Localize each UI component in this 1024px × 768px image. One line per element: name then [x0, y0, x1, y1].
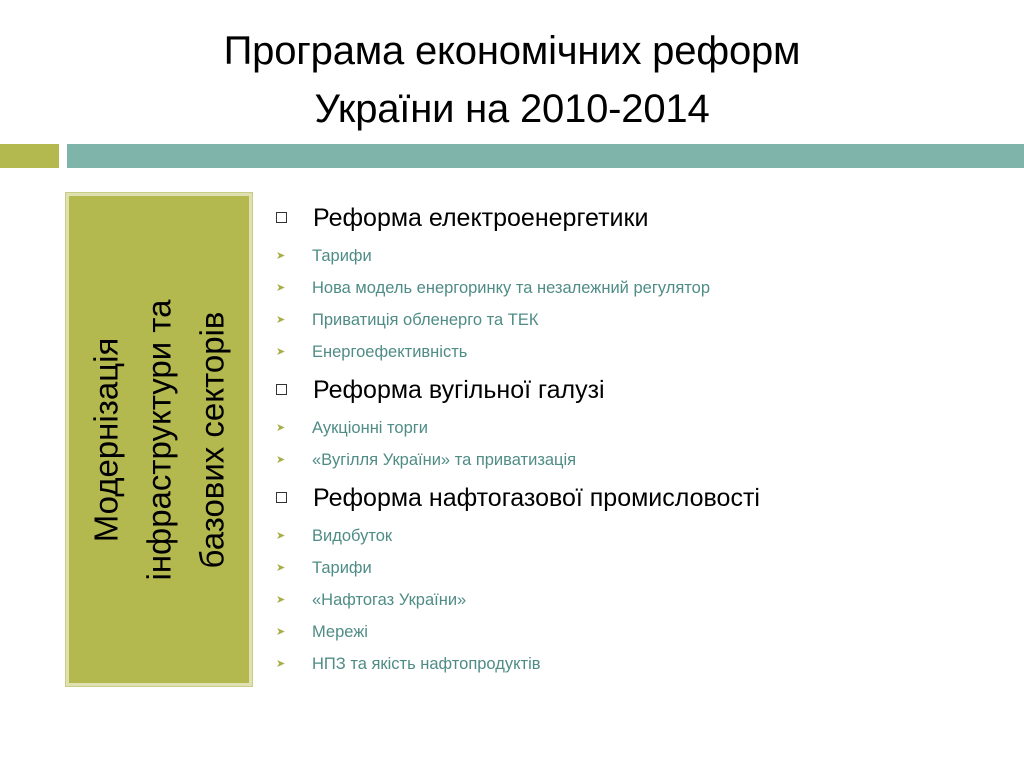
- list-item: [276, 336, 1016, 368]
- list-item: [276, 520, 1016, 552]
- list-item: [276, 552, 1016, 584]
- list-item: [276, 412, 1016, 444]
- arrow-bullet-icon: ➤: [276, 250, 286, 262]
- divider-teal-bar: [67, 144, 1024, 168]
- list-item: [276, 304, 1016, 336]
- list-item-text: Мережі: [312, 623, 368, 641]
- arrow-bullet-icon: ➤: [276, 594, 286, 606]
- sidebar-line-1: Модернізація: [87, 337, 125, 542]
- square-bullet-icon: [276, 212, 287, 223]
- sidebar-box: [66, 193, 252, 686]
- arrow-bullet-icon: ➤: [276, 562, 286, 574]
- sidebar-line-3: базових секторів: [193, 311, 231, 568]
- list-item: [276, 616, 1016, 648]
- slide-title: [0, 22, 1024, 138]
- list-item: [276, 272, 1016, 304]
- list-item: [276, 584, 1016, 616]
- arrow-bullet-icon: ➤: [276, 658, 286, 670]
- arrow-bullet-icon: ➤: [276, 314, 286, 326]
- list-item-text: Приватиція обленерго та ТЕК: [312, 311, 539, 329]
- section-heading-text: Реформа нафтогазової промисловості: [313, 484, 760, 512]
- list-item: [276, 648, 1016, 680]
- arrow-bullet-icon: ➤: [276, 626, 286, 638]
- slide-title-line-2: України на 2010-2014: [314, 87, 710, 131]
- list-item-text: Нова модель енергоринку та незалежний регулятор: [312, 279, 711, 297]
- list-item-text: Аукціонні торги: [312, 419, 429, 437]
- arrow-bullet-icon: ➤: [276, 282, 286, 294]
- list-item-text: Тарифи: [312, 247, 372, 265]
- content-list: [276, 196, 1016, 680]
- list-item-text: НПЗ та якість нафтопродуктів: [312, 655, 541, 673]
- arrow-bullet-icon: ➤: [276, 346, 286, 358]
- arrow-bullet-icon: ➤: [276, 530, 286, 542]
- divider-olive-bar: [0, 144, 59, 168]
- sidebar-vertical-text: [80, 205, 239, 675]
- list-item-text: Енергоефективність: [312, 343, 468, 361]
- list-item-text: «Нафтогаз України»: [312, 591, 467, 609]
- section-heading: [276, 476, 1016, 520]
- section-heading: [276, 368, 1016, 412]
- list-item-text: «Вугілля України» та приватизація: [312, 451, 577, 469]
- list-item: [276, 240, 1016, 272]
- section-heading-text: Реформа електроенергетики: [313, 204, 649, 232]
- list-item-text: Тарифи: [312, 559, 372, 577]
- square-bullet-icon: [276, 492, 287, 503]
- arrow-bullet-icon: ➤: [276, 422, 286, 434]
- section-heading-text: Реформа вугільної галузі: [313, 376, 605, 404]
- list-item-text: Видобуток: [312, 527, 393, 545]
- slide-title-line-1: Програма економічних реформ: [223, 29, 801, 73]
- section-heading: [276, 196, 1016, 240]
- arrow-bullet-icon: ➤: [276, 454, 286, 466]
- sidebar-line-2: інфраструктури та: [140, 299, 178, 580]
- square-bullet-icon: [276, 384, 287, 395]
- list-item: [276, 444, 1016, 476]
